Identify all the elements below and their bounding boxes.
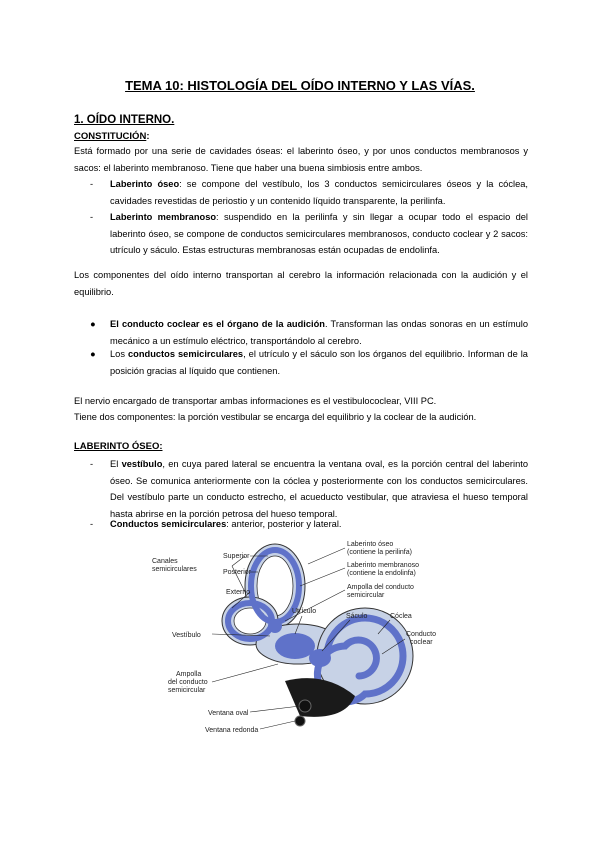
label-coclea: Cóclea: [390, 613, 412, 620]
term-laberinto-oseo: Laberinto óseo: [110, 179, 180, 189]
bullet-marker: -: [90, 459, 94, 469]
bullet-conducto-coclear: [90, 316, 528, 349]
label-ventana-oval: Ventana oval: [208, 710, 249, 717]
term-vestibulo: vestíbulo: [121, 459, 163, 469]
label-coclear: coclear: [410, 639, 433, 646]
round-window: [295, 716, 305, 726]
dot-marker: ●: [90, 319, 96, 329]
dot-marker: ●: [90, 349, 96, 359]
label-utriculo: Utrículo: [292, 608, 317, 615]
label-externo: Externo: [226, 589, 251, 596]
bullet-laberinto-membranoso: [90, 209, 528, 259]
bullet-laberinto-oseo: [90, 176, 528, 209]
label-conducto: Conducto: [406, 631, 436, 638]
label-contiene-perilinfa: (contiene la perilinfa): [347, 549, 412, 556]
bullet-text: . Transforman las ondas sonoras en un estímulo mecánico a un estímulo eléctrico, transportándolo al cerebro.: [110, 319, 529, 346]
label-semicirculares: semicirculares: [152, 566, 197, 573]
label-ampolla-semicircular: semicircular: [347, 592, 385, 599]
term-laberinto-membranoso: Laberinto membranoso: [110, 212, 217, 222]
bullet-marker: -: [90, 179, 94, 189]
constitucion-heading: CONSTITUCIÓN:: [74, 131, 150, 142]
label-canales: Canales: [152, 558, 178, 565]
bullet-conductos-semicirculares-oseos: [90, 516, 528, 533]
label-vestibulo: Vestíbulo: [172, 632, 201, 639]
label-ampolla-2: del conducto: [168, 679, 208, 686]
bullet-conductos-semicirculares: ● Los conductos semicirculares, el utrículo y el sáculo son los órganos del equilibrio. Informan de la posición gracias al líquido que contienen.: [90, 346, 528, 379]
label-posterior: Posterior: [223, 569, 252, 576]
components-paragraph: Los componentes del oído interno transportan al cerebro la información relacionada con la audición y el equilibrio.: [74, 270, 528, 297]
oval-window: [299, 700, 311, 712]
section-heading-oido-interno: 1. OÍDO INTERNO.: [74, 114, 175, 126]
label-ventana-redonda: Ventana redonda: [205, 727, 259, 734]
bullet-marker: -: [90, 519, 94, 529]
label-ampolla-conducto: Ampolla del conducto: [347, 584, 414, 591]
label-contiene-endolinfa: (contiene la endolinfa): [347, 570, 416, 577]
intro-paragraph: Está formado por una serie de cavidades óseas: el laberinto óseo, y por unos conductos membranosos y sacos: el laberinto membranoso. Tiene que haber una buena simbiosis entre ambos.: [74, 146, 528, 173]
bullet-text: : anterior, posterior y lateral.: [226, 519, 342, 529]
nerve-line-1: El nervio encargado de transportar ambas informaciones es el vestibulococlear, VIII PC.: [74, 396, 437, 406]
saccule-shape: [309, 649, 331, 667]
nerve-line-2: Tiene dos componentes: la porción vestibular se encarga del equilibrio y la coclear de la audición.: [74, 412, 477, 422]
bullet-text: : suspendido en la perilinfa y sin llegar a ocupar todo el espacio del laberinto óseo, se compone de conductos semicirculares membranosos, conducto coclear y 2 sacos: utrículo y sáculo. Estas estructuras membranosas están ocupadas de endolinfa.: [110, 212, 528, 255]
bullet-vestibulo: - El vestíbulo, en cuya pared lateral se encuentra la ventana oval, es la porción central del laberinto óseo. Se comunica anteriormente con la cóclea y posteriormente con los conductos semicirculares. Del vestíbulo parte un conducto estrecho, el acueducto vestibular, que atraviesa el hueso temporal hasta abrirse en la porción petrosa del hueso temporal.: [90, 456, 528, 522]
label-laberinto-membranoso: Laberinto membranoso: [347, 562, 419, 569]
label-superior: Superior: [223, 553, 250, 560]
laberinto-oseo-heading: LABERINTO ÓSEO:: [74, 441, 163, 452]
bullet-text: , en cuya pared lateral se encuentra la ventana oval, es la porción central del laberinto óseo. Se comunica anteriormente con la cóclea y posteriormente con los conductos semicirculares. Del vestíbulo parte un conducto estrecho, el acueducto vestibular, que atraviesa el hueso temporal hasta abrirse en la porción petrosa del hueso temporal.: [110, 459, 528, 519]
term-conducto-coclear: El conducto coclear es el órgano de la audición: [110, 319, 325, 329]
ampulla-shape: [268, 619, 282, 633]
term-conductos-semicirculares: conductos semicirculares: [127, 349, 244, 359]
bullet-text: , el utrículo y el sáculo son los órganos del equilibrio. Informan de la posición gracias al líquido que contienen.: [110, 349, 528, 376]
bullet-text: : se compone del vestíbulo, los 3 conductos semicirculares óseos y la cóclea, cavidades revestidas de periostio y un contenido líquido transparente, la perilinfa.: [110, 179, 528, 206]
label-ampolla-3: semicircular: [168, 687, 206, 694]
label-laberinto-oseo: Laberinto óseo: [347, 541, 394, 548]
page-title: TEMA 10: HISTOLOGÍA DEL OÍDO INTERNO Y LAS VÍAS.: [125, 78, 475, 93]
bullet-marker: -: [90, 212, 94, 222]
utricle-shape: [275, 633, 315, 659]
label-ampolla-1: Ampolla: [176, 671, 202, 678]
term-conductos-semicirculares-oseos: Conductos semicirculares: [110, 519, 227, 529]
label-saculo: Sáculo: [346, 613, 368, 620]
inner-ear-diagram: [150, 536, 450, 736]
